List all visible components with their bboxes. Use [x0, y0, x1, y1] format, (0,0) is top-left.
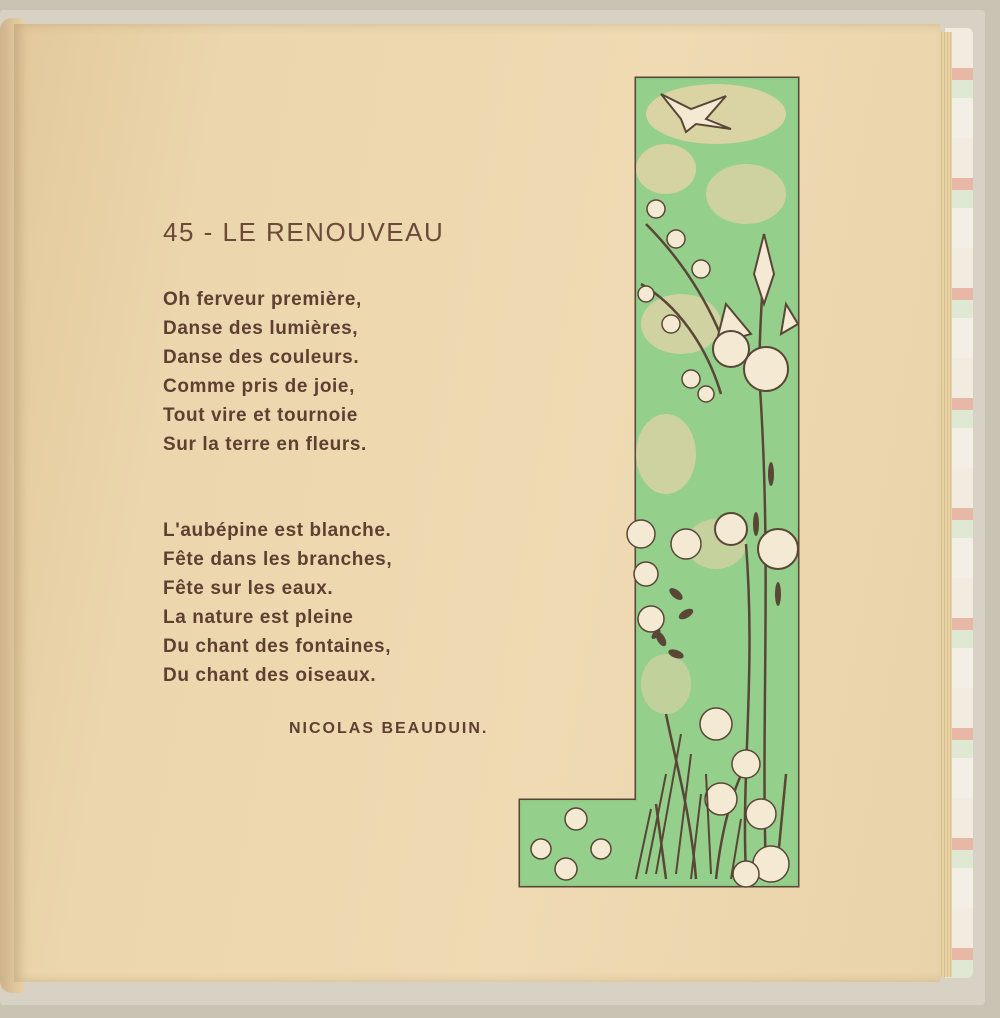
- verse-line: Danse des couleurs.: [163, 347, 360, 368]
- verse-line: Tout vire et tournoie: [163, 405, 358, 426]
- verse-line: Danse des lumières,: [163, 318, 359, 339]
- verse-line: Du chant des fontaines,: [163, 636, 392, 657]
- verse-line: La nature est pleine: [163, 607, 354, 628]
- stanza-2: [163, 516, 392, 690]
- verse-line: Fête dans les branches,: [163, 549, 393, 570]
- verse-line: L'aubépine est blanche.: [163, 520, 392, 541]
- floral-illustration: [516, 74, 804, 890]
- verse-line: Fête sur les eaux.: [163, 578, 334, 599]
- verse-line: Sur la terre en fleurs.: [163, 434, 367, 455]
- poem-title: 45 - LE RENOUVEAU: [163, 217, 445, 247]
- verse-line: Comme pris de joie,: [163, 376, 355, 397]
- verse-line: Oh ferveur première,: [163, 289, 362, 310]
- poem-author: NICOLAS BEAUDUIN.: [289, 720, 489, 737]
- stanza-1: [163, 285, 367, 459]
- verse-line: Du chant des oiseaux.: [163, 665, 377, 686]
